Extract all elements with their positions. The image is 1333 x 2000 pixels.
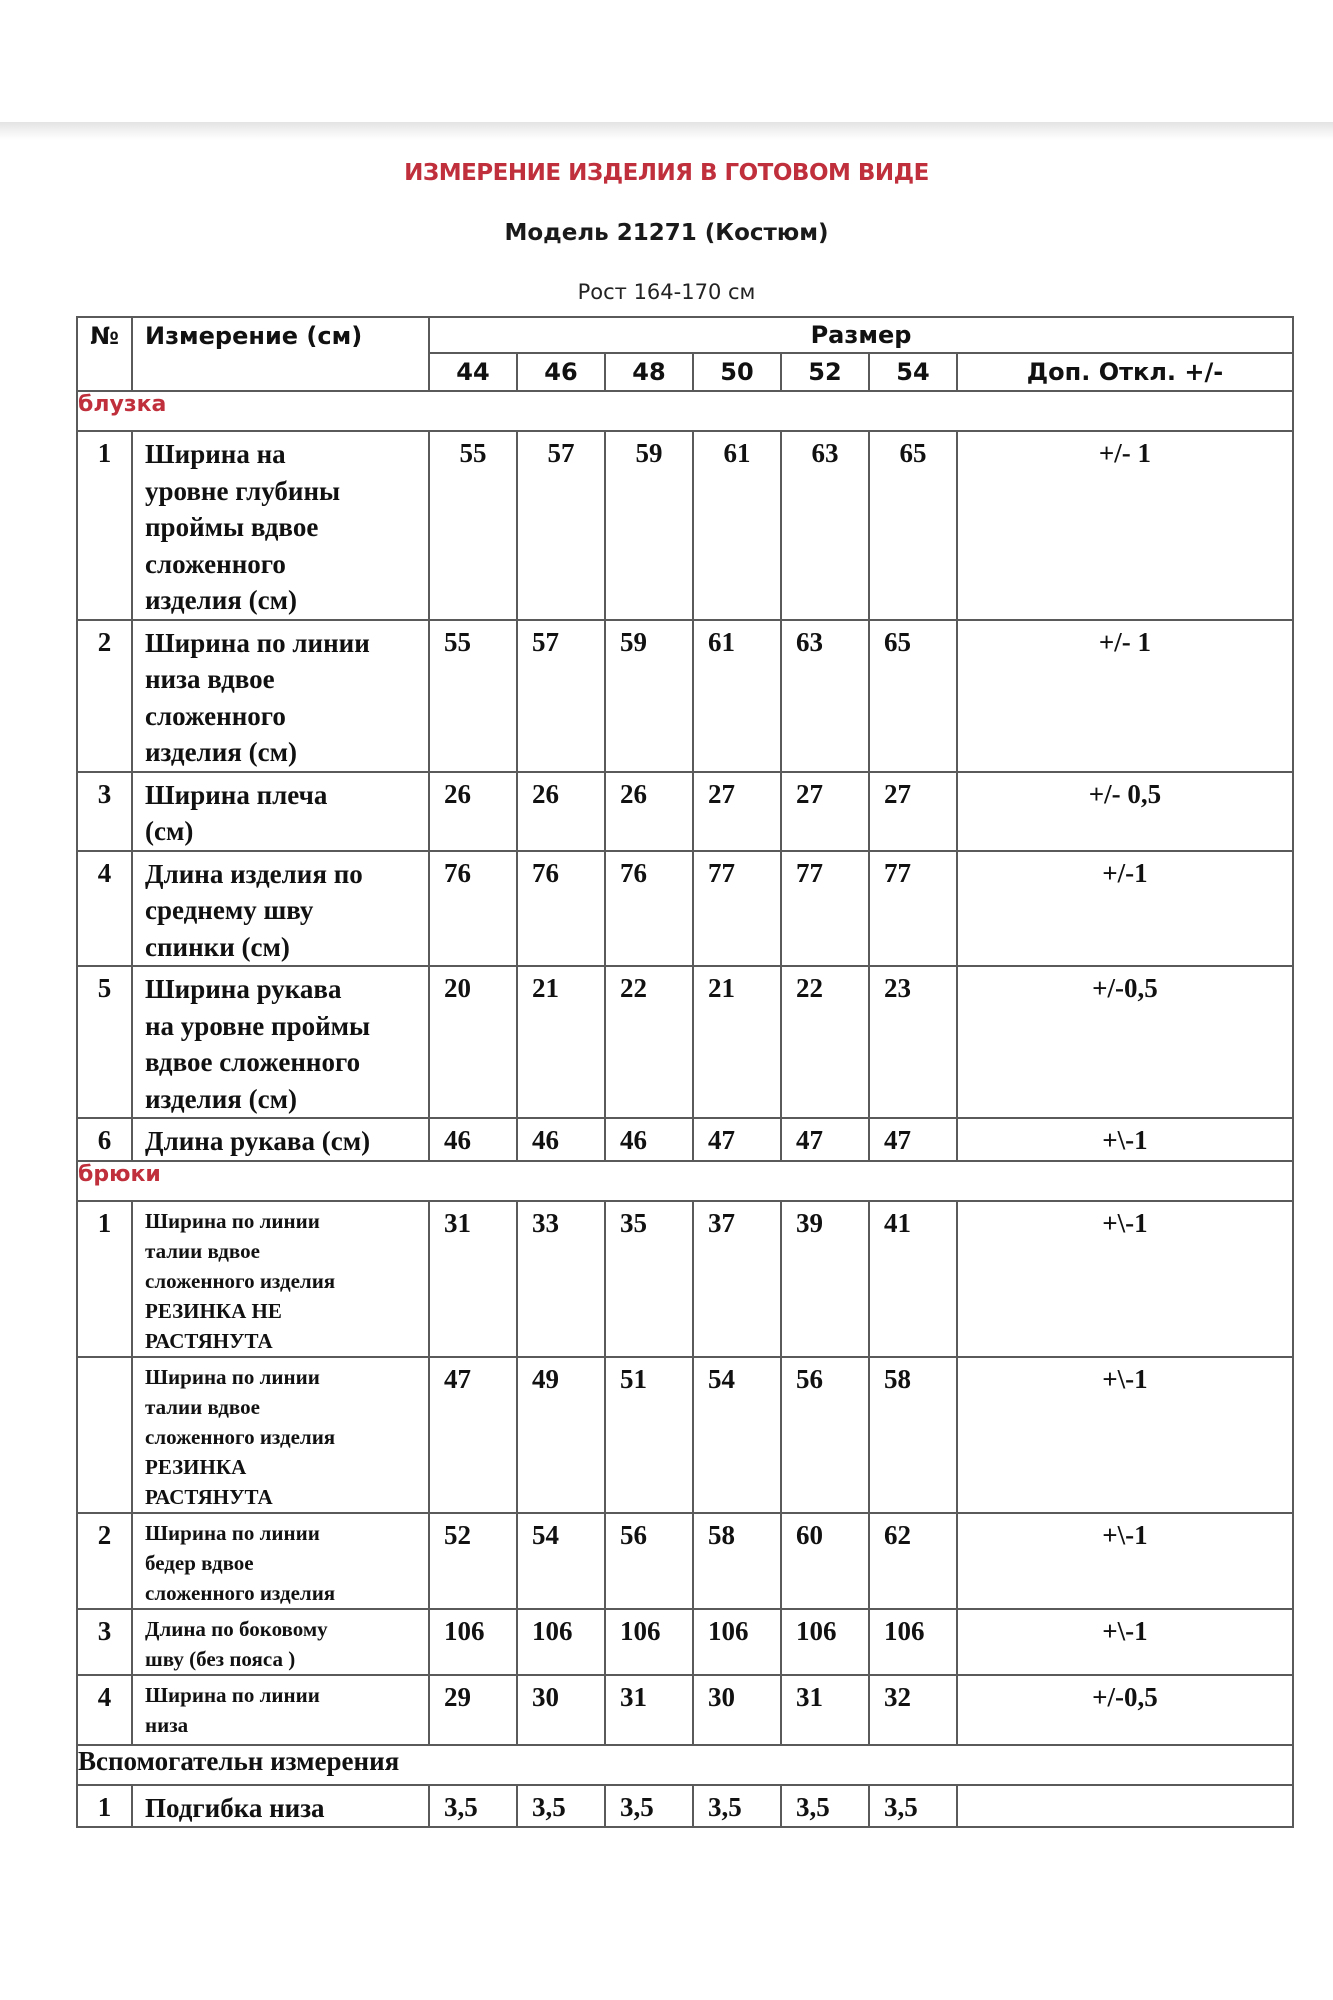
page-top-edge: [0, 122, 1333, 140]
row-number: 1: [77, 431, 132, 620]
size-value: 76: [517, 851, 605, 967]
table-row: [77, 851, 1293, 967]
row-number: 4: [77, 1675, 132, 1745]
size-value: 33: [517, 1201, 605, 1357]
size-value: 20: [429, 966, 517, 1118]
measurement-name-cell: [132, 851, 429, 967]
tolerance-value: [957, 1785, 1293, 1828]
size-value: 49: [517, 1357, 605, 1513]
table-body: [77, 391, 1293, 1827]
measurement-name-cell: [132, 431, 429, 620]
tolerance-value: +\-1: [957, 1118, 1293, 1161]
size-value: 30: [693, 1675, 781, 1745]
size-value: 47: [869, 1118, 957, 1161]
tolerance-value: +\-1: [957, 1609, 1293, 1675]
size-value: 106: [517, 1609, 605, 1675]
size-value: 3,5: [429, 1785, 517, 1828]
size-value: 63: [781, 620, 869, 772]
header-size: 54: [869, 353, 957, 391]
header-size-group: Размер: [429, 317, 1293, 353]
table-row: [77, 1785, 1293, 1828]
header-measurement: Измерение (см): [132, 317, 429, 391]
measurement-name: Ширина рукава на уровне проймы вдвое сложенного изделия (см): [145, 974, 371, 1114]
section-header-row: [77, 391, 1293, 431]
size-value: 39: [781, 1201, 869, 1357]
measurement-name-cell: [132, 772, 429, 851]
size-value: 35: [605, 1201, 693, 1357]
table-row: [77, 772, 1293, 851]
size-value: 62: [869, 1513, 957, 1609]
tolerance-value: +/-0,5: [957, 966, 1293, 1118]
table-row: [77, 1118, 1293, 1161]
size-measurement-table: [76, 316, 1294, 1828]
row-number: 3: [77, 1609, 132, 1675]
section-header-row: [77, 1745, 1293, 1785]
tolerance-value: +/- 1: [957, 620, 1293, 772]
tolerance-value: +/- 0,5: [957, 772, 1293, 851]
measurement-name-cell: [132, 1675, 429, 1745]
size-value: 56: [605, 1513, 693, 1609]
measurement-name: Длина рукава (см): [145, 1126, 371, 1156]
size-value: 30: [517, 1675, 605, 1745]
size-value: 60: [781, 1513, 869, 1609]
size-value: 61: [693, 620, 781, 772]
size-value: 77: [869, 851, 957, 967]
size-value: 31: [429, 1201, 517, 1357]
size-value: 29: [429, 1675, 517, 1745]
height-subtitle: Рост 164-170 см: [577, 280, 756, 304]
measurement-name-cell: [132, 1785, 429, 1828]
size-value: 41: [869, 1201, 957, 1357]
size-value: 27: [693, 772, 781, 851]
size-value: 3,5: [517, 1785, 605, 1828]
size-value: 47: [693, 1118, 781, 1161]
measurement-name: Ширина по линии талии вдвое сложенного изделия РЕЗИНКА РАСТЯНУТА: [145, 1364, 336, 1509]
model-title: Модель 21271 (Костюм): [504, 220, 829, 246]
measurement-name-cell: [132, 1609, 429, 1675]
size-value: 22: [605, 966, 693, 1118]
header-size: 44: [429, 353, 517, 391]
size-value: 21: [693, 966, 781, 1118]
size-value: 3,5: [781, 1785, 869, 1828]
table-row: [77, 1675, 1293, 1745]
size-value: 106: [781, 1609, 869, 1675]
size-value: 26: [429, 772, 517, 851]
size-value: 61: [693, 431, 781, 620]
size-value: 54: [517, 1513, 605, 1609]
size-value: 23: [869, 966, 957, 1118]
table-row: [77, 966, 1293, 1118]
tolerance-value: +/-0,5: [957, 1675, 1293, 1745]
table-row: [77, 1609, 1293, 1675]
row-number: 5: [77, 966, 132, 1118]
table-row: [77, 1201, 1293, 1357]
header-tolerance: Доп. Откл. +/-: [957, 353, 1293, 391]
row-number: 2: [77, 1513, 132, 1609]
measurement-name: Ширина плеча (см): [145, 779, 328, 846]
size-value: 47: [781, 1118, 869, 1161]
size-value: 57: [517, 620, 605, 772]
header-size: 48: [605, 353, 693, 391]
size-value: 58: [693, 1513, 781, 1609]
section-label: Вспомогательн измерения: [77, 1745, 1293, 1785]
row-number: 3: [77, 772, 132, 851]
size-value: 65: [869, 431, 957, 620]
header-size: 50: [693, 353, 781, 391]
measurement-name-cell: [132, 620, 429, 772]
size-value: 106: [869, 1609, 957, 1675]
size-value: 47: [429, 1357, 517, 1513]
tolerance-value: +/-1: [957, 851, 1293, 967]
measurement-name-cell: [132, 1201, 429, 1357]
size-value: 3,5: [605, 1785, 693, 1828]
size-value: 46: [429, 1118, 517, 1161]
size-value: 76: [429, 851, 517, 967]
measurement-name: Ширина на уровне глубины проймы вдвое сложенного изделия (см): [145, 439, 341, 615]
row-number: 2: [77, 620, 132, 772]
size-value: 77: [693, 851, 781, 967]
size-value: 56: [781, 1357, 869, 1513]
size-value: 55: [429, 431, 517, 620]
size-value: 65: [869, 620, 957, 772]
size-value: 31: [781, 1675, 869, 1745]
tolerance-value: +\-1: [957, 1513, 1293, 1609]
size-value: 26: [605, 772, 693, 851]
size-value: 46: [605, 1118, 693, 1161]
size-value: 21: [517, 966, 605, 1118]
measurement-name: Подгибка низа: [145, 1792, 325, 1823]
measurement-name: Длина по боковому шву (без пояса ): [145, 1616, 328, 1671]
header-row-top: [77, 317, 1293, 353]
size-value: 27: [781, 772, 869, 851]
size-value: 106: [605, 1609, 693, 1675]
size-value: 46: [517, 1118, 605, 1161]
header-size: 46: [517, 353, 605, 391]
row-number: 4: [77, 851, 132, 967]
size-value: 76: [605, 851, 693, 967]
size-value: 106: [693, 1609, 781, 1675]
section-header-row: [77, 1161, 1293, 1201]
row-number: 1: [77, 1201, 132, 1357]
size-value: 52: [429, 1513, 517, 1609]
row-number: [77, 1357, 132, 1513]
measurement-name: Ширина по линии талии вдвое сложенного изделия РЕЗИНКА НЕ РАСТЯНУТА: [145, 1208, 336, 1353]
table-row: [77, 431, 1293, 620]
size-value: 32: [869, 1675, 957, 1745]
size-value: 37: [693, 1201, 781, 1357]
size-value: 3,5: [869, 1785, 957, 1828]
measurement-name-cell: [132, 966, 429, 1118]
table-row: [77, 1357, 1293, 1513]
measurement-name-cell: [132, 1357, 429, 1513]
document-title: ИЗМЕРЕНИЕ ИЗДЕЛИЯ В ГОТОВОМ ВИДЕ: [404, 160, 929, 186]
size-value: 54: [693, 1357, 781, 1513]
measurement-name-cell: [132, 1118, 429, 1161]
section-label: блузка: [77, 391, 1293, 431]
size-value: 55: [429, 620, 517, 772]
size-value: 58: [869, 1357, 957, 1513]
size-value: 59: [605, 431, 693, 620]
size-value: 77: [781, 851, 869, 967]
row-number: 6: [77, 1118, 132, 1161]
size-value: 3,5: [693, 1785, 781, 1828]
table-row: [77, 1513, 1293, 1609]
size-value: 31: [605, 1675, 693, 1745]
size-value: 106: [429, 1609, 517, 1675]
size-value: 27: [869, 772, 957, 851]
size-value: 57: [517, 431, 605, 620]
measurement-name-cell: [132, 1513, 429, 1609]
size-value: 26: [517, 772, 605, 851]
size-value: 63: [781, 431, 869, 620]
header-size: 52: [781, 353, 869, 391]
section-label: брюки: [77, 1161, 1293, 1201]
row-number: 1: [77, 1785, 132, 1828]
measurement-name: Ширина по линии низа: [145, 1682, 320, 1737]
measurement-name: Ширина по линии бедер вдвое сложенного изделия: [145, 1520, 336, 1605]
measurement-name: Ширина по линии низа вдвое сложенного изделия (см): [145, 627, 370, 767]
header-number: №: [77, 317, 132, 391]
table-row: [77, 620, 1293, 772]
tolerance-value: +\-1: [957, 1357, 1293, 1513]
size-value: 51: [605, 1357, 693, 1513]
size-value: 22: [781, 966, 869, 1118]
tolerance-value: +\-1: [957, 1201, 1293, 1357]
measurement-name: Длина изделия по среднему шву спинки (см): [145, 858, 363, 962]
size-value: 59: [605, 620, 693, 772]
tolerance-value: +/- 1: [957, 431, 1293, 620]
